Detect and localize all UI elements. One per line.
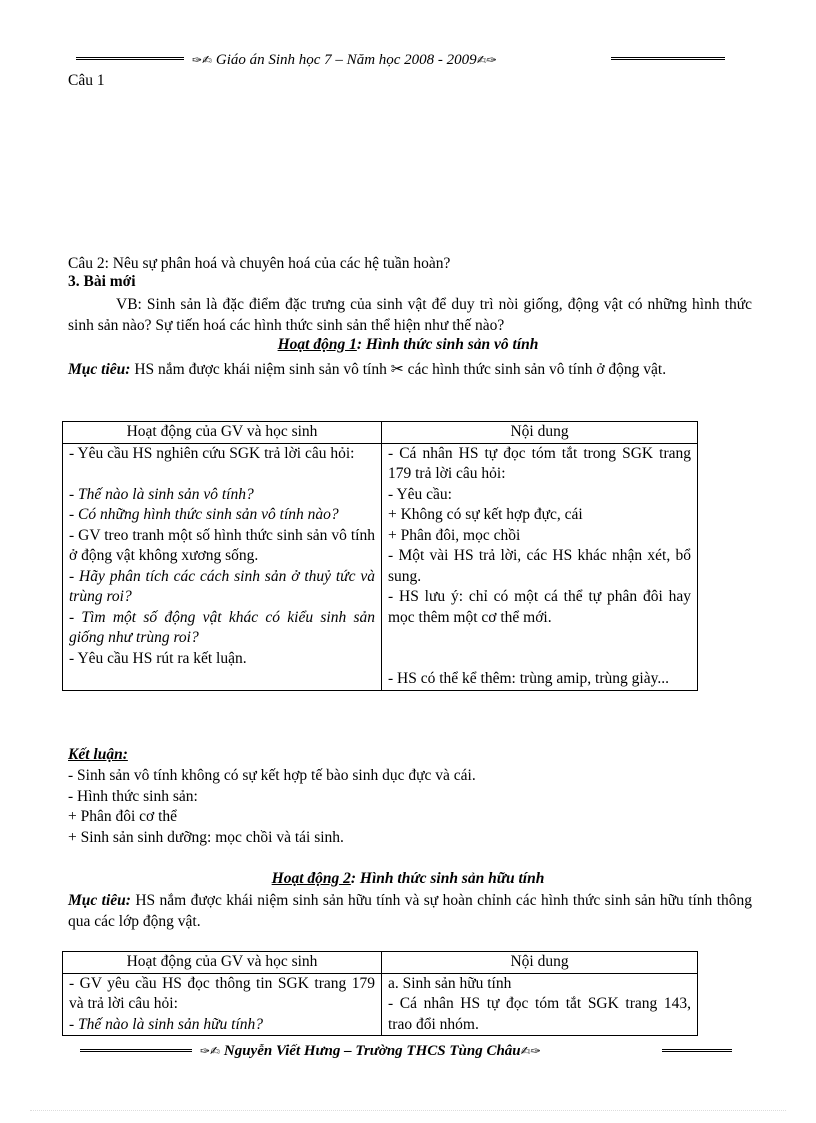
footer-rule-left [80,1049,192,1052]
list-item: - Yêu cầu: [388,485,452,503]
footer-text [200,1043,541,1060]
section-heading: 3. Bài mới [68,273,136,290]
activity-1-title [0,336,816,354]
activity-2-goal-label: Mục tiêu: [68,892,131,909]
list-item: - Cá nhân HS tự đọc tóm tắt trong SGK trang 179 trả lời câu hỏi: [388,444,691,482]
column-header-activities: Hoạt động của GV và học sinh [63,422,382,444]
list-item: - Yêu cầu HS nghiên cứu SGK trả lời câu hỏi: [69,444,355,462]
table-row [63,973,698,1036]
table-header-row [63,952,698,974]
page-bottom-divider [30,1110,786,1111]
activity-1-goal-text: HS nắm được khái niệm sinh sản vô tính ✂ các hình thức sinh sản vô tính ở động vật. [134,361,667,378]
activity-1-goal [68,359,752,380]
list-item: - HS lưu ý: chỉ có một cá thể tự phân đôi hay mọc thêm một cơ thể mới. [388,588,691,626]
activity-2-title [0,870,816,888]
activity-2-title-label: Hoạt động 2 [271,870,351,887]
conclusion-line: - Sinh sản vô tính không có sự kết hợp tế bào sinh dục đực và cái. [68,767,476,784]
activity-1-title-label: Hoạt động 1 [277,336,357,353]
list-item: - Yêu cầu HS rút ra kết luận. [69,649,247,667]
list-item: a. Sinh sản hữu tính [388,974,512,992]
footer-ornament-left: ✑✍ [200,1044,221,1058]
header-ornament-right: ✍✑ [476,53,497,67]
list-item: - Hãy phân tích các cách sinh sản ở thuỷ tức và trùng roi? [69,567,375,605]
footer-author-school: Nguyễn Viết Hưng – Trường THCS Tùng Châu [223,1043,521,1059]
list-item: - GV treo tranh một số hình thức sinh sản vô tính ở động vật không xương sống. [69,526,375,564]
conclusion-line: + Sinh sản sinh dưỡng: mọc chồi và tái sinh. [68,829,344,846]
activity-2-table [62,951,698,1036]
content-cell [382,443,698,690]
activity-2-goal-text: HS nắm được khái niệm sinh sản hữu tính và sự hoàn chỉnh các hình thức sinh sản hữu tính thông qua các lớp động vật. [68,892,752,930]
list-item: - GV yêu cầu HS đọc thông tin SGK trang 179 và trả lời câu hỏi: [69,974,375,1012]
activity-1-goal-label: Mục tiêu: [68,361,131,378]
header-rule-left [76,57,184,60]
list-item: - Thế nào là sinh sản vô tính? [69,485,254,503]
list-item: - Cá nhân HS tự đọc tóm tắt SGK trang 143, trao đổi nhóm. [388,995,691,1033]
column-header-activities: Hoạt động của GV và học sinh [63,952,382,974]
conclusion-label: Kết luận: [68,746,128,763]
header-text [192,52,497,69]
list-item: - Có những hình thức sinh sản vô tính nào? [69,506,339,523]
footer-ornament-right: ✍✑ [520,1044,541,1058]
list-item: + Phân đôi, mọc chồi [388,526,521,544]
question-2: Câu 2: Nêu sự phân hoá và chuyên hoá của các hệ tuần hoàn? [68,255,451,272]
column-header-content: Nội dung [382,952,698,974]
activity-1-table [62,421,698,691]
question-1: Câu 1 [68,72,105,89]
footer-rule-right [662,1049,732,1052]
header-ornament-left: ✑✍ [192,53,213,67]
list-item: - HS có thể kể thêm: trùng amip, trùng giày... [388,670,669,687]
list-item: - Một vài HS trả lời, các HS khác nhận xét, bổ sung. [388,547,691,585]
conclusion-line: + Phân đôi cơ thể [68,808,178,825]
list-item: - Tìm một số động vật khác có kiểu sinh sản giống như trùng roi? [69,608,375,646]
activities-cell [63,973,382,1036]
conclusion-line: - Hình thức sinh sản: [68,788,198,805]
section-intro: VB: Sinh sản là đặc điểm đặc trưng của sinh vật để duy trì nòi giống, động vật có những hình thức sinh sản nào? Sự tiến hoá các hình thức sinh sản thể hiện như thế nào? [68,296,752,334]
activities-cell [63,443,382,690]
activity-1-title-rest: : Hình thức sinh sản vô tính [356,336,539,353]
header-title: Giáo án Sinh học 7 – Năm học 2008 - 2009 [215,52,477,68]
column-header-content: Nội dung [382,422,698,444]
list-item: + Không có sự kết hợp đực, cái [388,506,583,523]
content-cell [382,973,698,1036]
table-row [63,443,698,690]
table-header-row [63,422,698,444]
activity-2-title-rest: : Hình thức sinh sản hữu tính [350,870,545,887]
activity-2-goal [68,890,752,932]
list-item: - Thế nào là sinh sản hữu tính? [69,1015,264,1033]
header-rule-right [611,57,725,60]
